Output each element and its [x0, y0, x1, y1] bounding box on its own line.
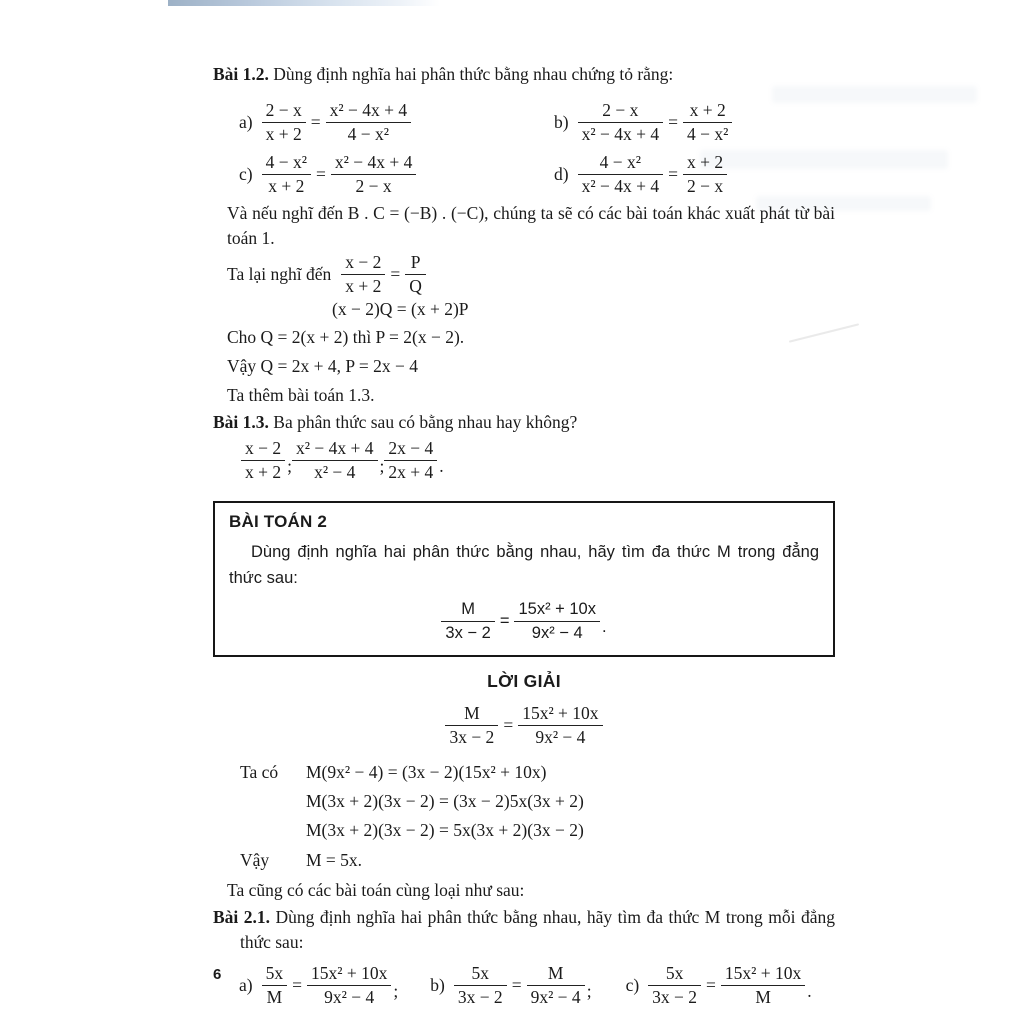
exercise-1-3-label: Bài 1.3.	[213, 412, 269, 432]
exercise-2-1-row	[213, 961, 835, 1009]
fraction-denominator: 3x − 2	[441, 621, 494, 644]
item-c-equation	[262, 152, 417, 197]
fraction	[341, 252, 385, 297]
problem-2-text: Dùng định nghĩa hai phân thức bằng nhau, hãy tìm đa thức M trong đẳng thức sau:	[229, 543, 819, 587]
fraction-denominator: 9x² − 4	[514, 621, 600, 644]
item-a	[239, 100, 554, 145]
page-number: 6	[213, 966, 222, 983]
fraction-numerator: 15x² + 10x	[518, 599, 596, 618]
fraction-numerator: 4 − x²	[265, 151, 307, 172]
fraction-denominator: 3x − 2	[445, 725, 498, 748]
text-column	[213, 60, 835, 1009]
fraction	[326, 100, 412, 145]
fraction	[527, 963, 585, 1008]
equation-xq: (x − 2)Q = (x + 2)P	[332, 299, 469, 319]
fraction	[307, 963, 391, 1008]
derivation-line-2: M(3x + 2)(3x − 2) = (3x − 2)5x(3x + 2)	[306, 791, 584, 811]
fraction-numerator: x² − 4x + 4	[329, 99, 408, 120]
fraction	[384, 438, 437, 483]
fraction	[578, 152, 664, 197]
fraction-denominator: 2x + 4	[384, 460, 437, 483]
exercise-1-3-fractions	[241, 437, 835, 483]
solution-formula	[213, 700, 835, 750]
fraction-numerator: P	[410, 251, 421, 272]
equals-sign: =	[315, 163, 326, 184]
fraction	[331, 152, 417, 197]
fraction-denominator: 9x² − 4	[527, 985, 585, 1008]
equals-sign: =	[668, 163, 678, 184]
fraction-denominator: x + 2	[241, 460, 285, 483]
fraction-denominator: x² − 4x + 4	[578, 174, 664, 197]
item-c-label: c)	[239, 163, 253, 184]
fraction-numerator: x − 2	[345, 251, 382, 272]
solution-heading: LỜI GIẢI	[487, 671, 561, 691]
problem-2-formula	[229, 597, 819, 645]
exercise-2-1-heading	[213, 905, 835, 955]
item-2c-label: c)	[625, 974, 640, 995]
fraction	[648, 963, 701, 1008]
conclusion-row	[213, 847, 835, 874]
exercise-1-2-label: Bài 1.2.	[213, 64, 269, 84]
fraction	[405, 252, 426, 297]
solution-equation	[445, 703, 602, 748]
fraction-denominator: 2 − x	[683, 174, 727, 197]
derivation-lines	[306, 758, 584, 845]
fraction-denominator: x + 2	[341, 274, 385, 297]
item-a-label: a)	[239, 111, 253, 132]
fraction	[292, 438, 378, 483]
item-2a	[239, 963, 398, 1008]
taco-label: Ta có	[240, 762, 279, 782]
vay-label: Vậy	[240, 850, 270, 870]
fraction-numerator: x² − 4x + 4	[334, 151, 413, 172]
fraction-numerator: 5x	[665, 962, 684, 983]
item-d-equation	[578, 152, 728, 197]
equals-sign: =	[390, 263, 401, 284]
math-text: .	[439, 455, 444, 476]
exercise-1-3-heading	[213, 410, 835, 435]
fraction-numerator: x² − 4x + 4	[296, 437, 374, 458]
fraction-denominator: 9x² − 4	[518, 725, 602, 748]
fraction	[262, 100, 306, 145]
fraction-numerator: 2 − x	[602, 99, 639, 120]
problem-2-equation	[441, 599, 606, 644]
fraction-denominator: 4 − x²	[683, 122, 732, 145]
fraction-numerator: M	[461, 599, 475, 618]
equals-sign: =	[668, 111, 678, 132]
fraction	[454, 963, 507, 1008]
fraction-numerator: 15x² + 10x	[724, 962, 802, 983]
fraction-numerator: 2x − 4	[388, 437, 434, 458]
fraction	[683, 152, 727, 197]
exercise-1-2-row-ab	[213, 99, 835, 145]
derivation-line-1: M(9x² − 4) = (3x − 2)(15x² + 10x)	[306, 762, 547, 782]
equals-sign: =	[310, 111, 321, 132]
item-b-equation	[578, 100, 733, 145]
item-c	[239, 152, 554, 197]
fraction	[518, 703, 602, 748]
derivation-row	[213, 758, 835, 845]
item-b-label: b)	[554, 111, 569, 132]
item-2a-equation	[262, 963, 399, 1008]
problem-2-title: BÀI TOÁN 2	[229, 512, 328, 531]
fraction	[578, 100, 664, 145]
cho-line: Cho Q = 2(x + 2) thì P = 2(x − 2).	[227, 327, 465, 347]
exercise-1-3-text: Ba phân thức sau có bằng nhau hay không?	[273, 412, 578, 432]
fraction-numerator: M	[547, 962, 564, 983]
math-text: ;	[586, 980, 592, 1001]
vay-line: Vậy Q = 2x + 4, P = 2x − 4	[227, 356, 418, 376]
fraction-denominator: M	[721, 985, 805, 1008]
fraction-numerator: 5x	[265, 962, 284, 983]
exercise-2-1-label: Bài 2.1.	[213, 907, 271, 927]
math-text: ;	[287, 455, 292, 476]
fraction	[721, 963, 805, 1008]
them-line: Ta thêm bài toán 1.3.	[227, 385, 375, 405]
fraction	[262, 963, 288, 1008]
item-2b	[430, 963, 591, 1008]
exercise-2-1-text: Dùng định nghĩa hai phân thức bằng nhau, hãy tìm đa thức M trong mỗi đẳng thức sau:	[240, 907, 835, 952]
fraction-numerator: 15x² + 10x	[522, 702, 599, 723]
fraction-denominator: 9x² − 4	[307, 985, 391, 1008]
fraction-denominator: M	[262, 985, 288, 1008]
derivation-line-3: M(3x + 2)(3x − 2) = 5x(3x + 2)(3x − 2)	[306, 820, 584, 840]
fraction-denominator: 4 − x²	[326, 122, 412, 145]
talai-line	[213, 251, 835, 297]
talai-equation	[341, 252, 426, 297]
item-2b-equation	[454, 963, 592, 1008]
fraction-denominator: x² − 4x + 4	[578, 122, 664, 145]
equals-sign: =	[503, 714, 514, 735]
item-d	[554, 152, 727, 197]
math-text: ;	[393, 980, 399, 1001]
fraction	[683, 100, 732, 145]
fraction-numerator: x + 2	[686, 151, 724, 172]
fraction-numerator: x − 2	[245, 437, 282, 458]
fraction-numerator: M	[464, 702, 480, 723]
derivation-block	[213, 758, 835, 874]
fraction-denominator: x + 2	[262, 122, 306, 145]
fraction-denominator: x + 2	[262, 174, 311, 197]
item-2a-label: a)	[239, 974, 253, 995]
exercise-1-2-heading	[213, 62, 835, 87]
math-text: ;	[379, 455, 385, 476]
equals-sign: =	[499, 611, 510, 630]
fraction	[445, 703, 498, 748]
item-b	[554, 100, 732, 145]
item-2b-label: b)	[430, 974, 445, 995]
equals-sign: =	[706, 974, 716, 995]
math-text: .	[601, 617, 607, 636]
fraction	[514, 599, 600, 644]
fraction-denominator: 3x − 2	[648, 985, 701, 1008]
exercise-1-2-text: Dùng định nghĩa hai phân thức bằng nhau chứng tỏ rằng:	[273, 64, 674, 84]
scan-edge-artifact	[168, 0, 440, 6]
fraction-denominator: 2 − x	[331, 174, 417, 197]
fraction-numerator: x + 2	[689, 99, 726, 120]
fraction	[441, 599, 494, 644]
fraction-numerator: 2 − x	[265, 99, 302, 120]
fraction-denominator: x² − 4	[292, 460, 378, 483]
item-a-equation	[262, 100, 412, 145]
exercise-1-3-equation	[241, 438, 444, 483]
fraction-numerator: 4 − x²	[599, 151, 642, 172]
item-2c-equation	[648, 963, 812, 1008]
equals-sign: =	[511, 974, 522, 995]
paragraph-bc: Và nếu nghĩ đến B . C = (−B) . (−C), chúng ta sẽ có các bài toán khác xuất phát từ bài toán 1.	[227, 203, 835, 248]
fraction-denominator: 3x − 2	[454, 985, 507, 1008]
exercise-1-2-row-cd	[213, 151, 835, 197]
problem-2-box	[213, 501, 835, 657]
item-d-label: d)	[554, 163, 569, 184]
fraction-denominator: Q	[405, 274, 426, 297]
fraction	[262, 152, 311, 197]
equals-sign: =	[292, 974, 302, 995]
math-text: .	[807, 980, 812, 1001]
fraction-numerator: 15x² + 10x	[310, 962, 388, 983]
cungloai-line: Ta cũng có các bài toán cùng loại như sau:	[227, 880, 525, 900]
talai-prefix: Ta lại nghĩ đến	[227, 263, 332, 284]
fraction	[241, 438, 285, 483]
item-2c	[626, 963, 812, 1008]
vay-value: M = 5x.	[306, 850, 363, 870]
fraction-numerator: 5x	[471, 962, 489, 983]
